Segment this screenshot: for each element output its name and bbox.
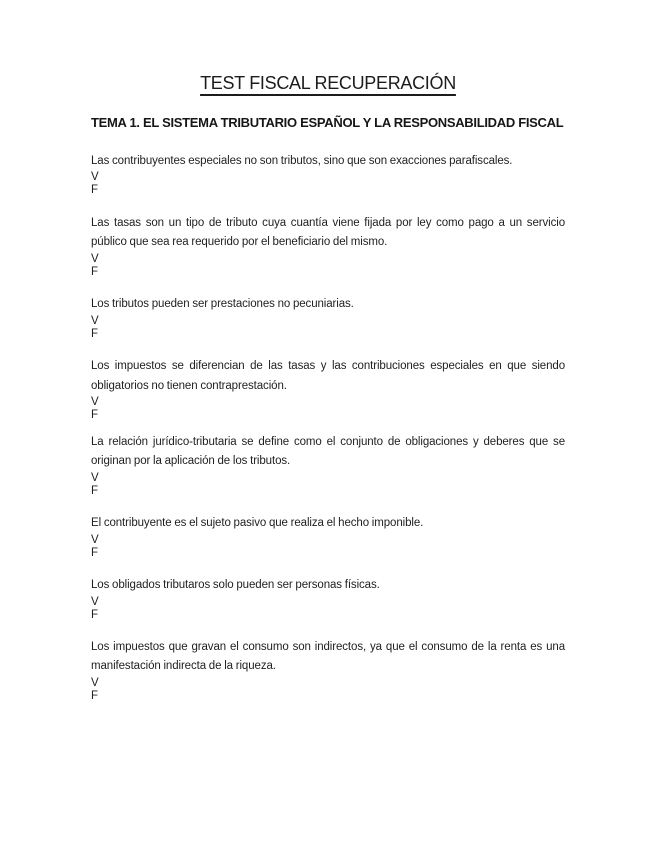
question-text: Los tributos pueden ser prestaciones no pecuniarias. (91, 298, 354, 311)
option-false: F (91, 484, 99, 497)
question-text: Las tasas son un tipo de tributo cuya cuantía viene fijada por ley como pago a un servicio público que sea rea requerido por el beneficiario del mismo. (91, 216, 565, 249)
question-block (91, 295, 565, 340)
option-false: F (91, 546, 99, 559)
option-true: V (91, 395, 99, 408)
option-true: V (91, 252, 99, 265)
question-text: Los obligados tributaros solo pueden ser personas físicas. (91, 579, 380, 592)
option-true: V (91, 595, 99, 608)
option-true: V (91, 676, 99, 689)
question-text: La relación jurídico-tributaria se define como el conjunto de obligaciones y deberes que se originan por la aplicación de los tributos. (91, 435, 565, 468)
question-text: Los impuestos que gravan el consumo son indirectos, ya que el consumo de la renta es una manifestación indirecta de la riqueza. (91, 641, 565, 673)
question-block (91, 214, 565, 279)
question-block (91, 638, 565, 703)
question-block (91, 514, 565, 559)
question-list (91, 152, 565, 703)
option-true: V (91, 314, 99, 327)
section-heading: TEMA 1. EL SISTEMA TRIBUTARIO ESPAÑOL Y LA RESPONSABILIDAD FISCAL (91, 115, 564, 130)
page-content (0, 74, 655, 703)
option-false: F (91, 184, 99, 197)
option-false: F (91, 408, 99, 421)
option-false: F (91, 689, 99, 702)
question-block (91, 152, 565, 197)
option-true: V (91, 171, 99, 184)
option-true: V (91, 471, 99, 484)
question-block (91, 357, 565, 422)
question-text: El contribuyente es el sujeto pasivo que realiza el hecho imponible. (91, 517, 424, 530)
page-title: TEST FISCAL RECUPERACIÓN (200, 73, 456, 93)
question-text: Los impuestos se diferencian de las tasas y las contribuciones especiales en que siendo obligatorios no tienen contraprestación. (91, 360, 565, 392)
question-text: Las contribuyentes especiales no son tributos, sino que son exacciones parafiscales. (91, 155, 513, 167)
option-false: F (91, 327, 99, 340)
option-false: F (91, 265, 99, 278)
option-true: V (91, 533, 99, 546)
question-block (91, 433, 565, 498)
question-block (91, 576, 565, 621)
option-false: F (91, 608, 99, 621)
